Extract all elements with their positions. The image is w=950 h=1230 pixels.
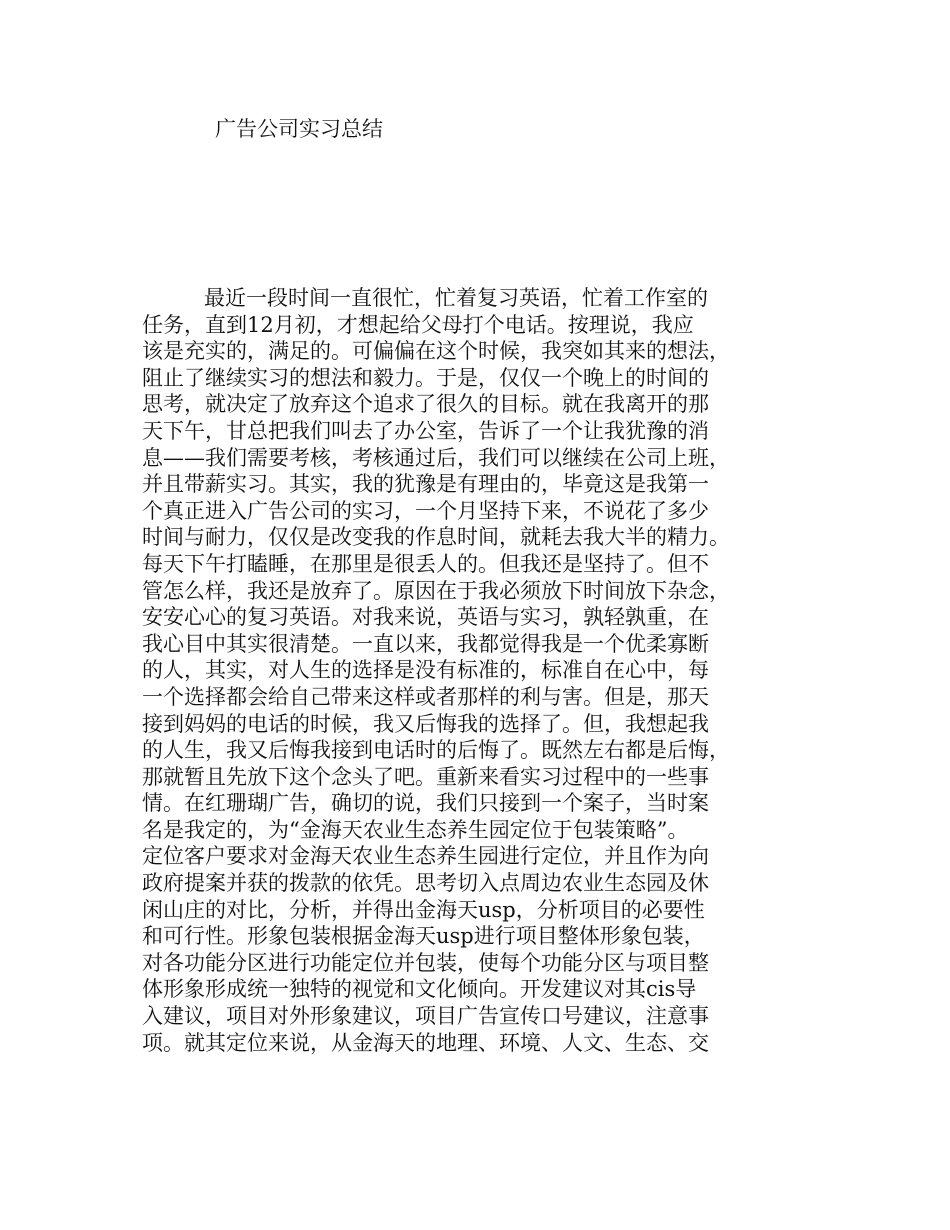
body-line: 该是充实的，满足的。可偏偏在这个时候，我突如其来的想法， bbox=[142, 339, 730, 364]
body-line: 每天下午打瞌睡，在那里是很丢人的。但我还是坚持了。但不 bbox=[142, 551, 709, 576]
body-line: 天下午，甘总把我们叫去了办公室，告诉了一个让我犹豫的消 bbox=[142, 418, 709, 443]
body-line: 和可行性。形象包装根据金海天usp进行项目整体形象包装， bbox=[142, 924, 705, 949]
body-line: 的人，其实，对人生的选择是没有标准的，标准自在心中，每 bbox=[142, 658, 709, 683]
body-line: 管怎么样，我还是放弃了。原因在于我必须放下时间放下杂念， bbox=[142, 578, 730, 603]
body-line: 思考，就决定了放弃这个追求了很久的目标。就在我离开的那 bbox=[142, 392, 709, 417]
body-line: 一个选择都会给自己带来这样或者那样的利与害。但是，那天 bbox=[142, 684, 709, 709]
document-body bbox=[142, 285, 842, 1056]
body-line: 体形象形成统一独特的视觉和文化倾向。开发建议对其cis导 bbox=[142, 977, 697, 1002]
body-line: 我心目中其实很清楚。一直以来，我都觉得我是一个优柔寡断 bbox=[142, 631, 709, 656]
body-line: 接到妈妈的电话的时候，我又后悔我的选择了。但，我想起我 bbox=[142, 711, 709, 736]
body-line: 入建议，项目对外形象建议，项目广告宣传口号建议，注意事 bbox=[142, 1004, 709, 1029]
body-line: 阻止了继续实习的想法和毅力。于是，仅仅一个晚上的时间的 bbox=[142, 365, 709, 390]
body-line: 安安心心的复习英语。对我来说，英语与实习，孰轻孰重，在 bbox=[142, 605, 709, 630]
body-line: 息——我们需要考核，考核通过后，我们可以继续在公司上班， bbox=[142, 445, 730, 470]
body-line: 名是我定的，为“金海天农业生态养生园定位于包装策略”。 bbox=[142, 817, 689, 842]
body-line: 最近一段时间一直很忙，忙着复习英语，忙着工作室的 bbox=[204, 286, 708, 310]
document-title: 广告公司实习总结 bbox=[215, 117, 383, 141]
body-line: 闲山庄的对比，分析，并得出金海天usp，分析项目的必要性 bbox=[142, 897, 705, 922]
body-line: 情。在红珊瑚广告，确切的说，我们只接到一个案子，当时案 bbox=[142, 791, 709, 816]
body-line: 任务，直到12月初，才想起给父母打个电话。按理说，我应 bbox=[142, 312, 694, 337]
body-line: 并且带薪实习。其实，我的犹豫是有理由的，毕竟这是我第一 bbox=[142, 472, 709, 497]
body-line: 政府提案并获的拨款的依凭。思考切入点周边农业生态园及休 bbox=[142, 871, 709, 896]
body-line: 定位客户要求对金海天农业生态养生园进行定位，并且作为向 bbox=[142, 844, 709, 869]
body-line: 对各功能分区进行功能定位并包装，使每个功能分区与项目整 bbox=[142, 950, 709, 975]
body-line: 的人生，我又后悔我接到电话时的后悔了。既然左右都是后悔， bbox=[142, 738, 730, 763]
body-line: 那就暂且先放下这个念头了吧。重新来看实习过程中的一些事 bbox=[142, 764, 709, 789]
body-line: 个真正进入广告公司的实习，一个月坚持下来，不说花了多少 bbox=[142, 498, 709, 523]
body-line: 时间与耐力，仅仅是改变我的作息时间，就耗去我大半的精力。 bbox=[142, 525, 730, 550]
body-line: 项。就其定位来说，从金海天的地理、环境、人文、生态、交 bbox=[142, 1030, 709, 1055]
